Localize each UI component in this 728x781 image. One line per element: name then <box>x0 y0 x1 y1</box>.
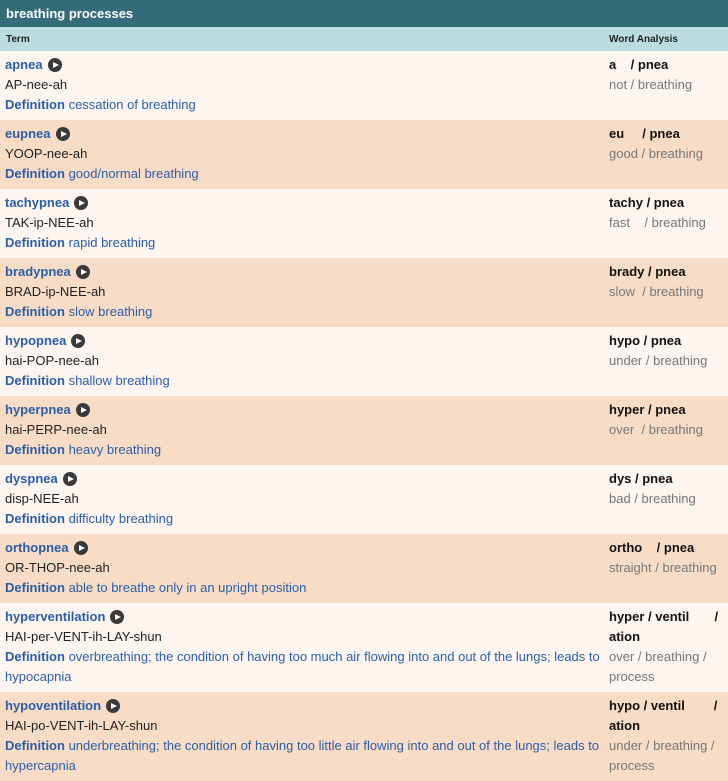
definition <box>5 95 604 115</box>
play-audio-icon[interactable] <box>56 127 70 141</box>
word-analysis-cell <box>604 51 728 120</box>
word-parts: brady / pnea <box>609 264 686 279</box>
definition <box>5 302 604 322</box>
table-row <box>0 51 728 120</box>
definition-label: Definition <box>5 442 65 457</box>
definition <box>5 440 604 460</box>
play-audio-icon[interactable] <box>106 699 120 713</box>
definition <box>5 578 604 598</box>
definition-text: slow breathing <box>68 304 153 319</box>
term-column-header: Term <box>6 33 30 45</box>
table-body <box>0 51 728 781</box>
definition-label: Definition <box>5 235 65 250</box>
play-audio-icon[interactable] <box>74 541 88 555</box>
word-parts: hypo / ventil / ation <box>609 698 721 733</box>
pronunciation: HAI-per-VENT-ih-LAY-shun <box>5 629 162 644</box>
pronunciation: OR-THOP-nee-ah <box>5 560 110 575</box>
term-name: hypoventilation <box>5 698 102 713</box>
definition-label: Definition <box>5 97 65 112</box>
definition-text: rapid breathing <box>68 235 156 250</box>
table-row <box>0 258 728 327</box>
play-audio-icon[interactable] <box>48 58 62 72</box>
pronunciation: HAI-po-VENT-ih-LAY-shun <box>5 718 158 733</box>
term-name: hyperpnea <box>5 402 71 417</box>
definition-text: shallow breathing <box>68 373 170 388</box>
definition-text: heavy breathing <box>68 442 162 457</box>
definition <box>5 647 604 687</box>
table-header <box>0 27 728 51</box>
term-name: dyspnea <box>5 471 58 486</box>
definition-label: Definition <box>5 373 65 388</box>
play-audio-icon[interactable] <box>63 472 77 486</box>
term-name: hypopnea <box>5 333 67 348</box>
table-row <box>0 603 728 692</box>
term-name: tachypnea <box>5 195 70 210</box>
pronunciation: hai-POP-nee-ah <box>5 353 99 368</box>
table-row <box>0 465 728 534</box>
definition <box>5 509 604 529</box>
definition-label: Definition <box>5 580 65 595</box>
play-audio-icon[interactable] <box>71 334 85 348</box>
definition <box>5 164 604 184</box>
definition-text: overbreathing; the condition of having too much air flowing into and out of the lungs; leads to hypocapnia <box>5 649 600 684</box>
definition-text: underbreathing; the condition of having too little air flowing into and out of the lungs; leads to hypercapnia <box>5 738 600 773</box>
definition-text: difficulty breathing <box>68 511 174 526</box>
play-audio-icon[interactable] <box>74 196 88 210</box>
word-analysis-cell <box>604 258 728 327</box>
play-audio-icon[interactable] <box>76 403 90 417</box>
word-parts: a / pnea <box>609 57 669 72</box>
word-parts: dys / pnea <box>609 471 673 486</box>
term-cell <box>0 189 604 258</box>
word-part-meanings: under / breathing / process <box>609 738 719 773</box>
play-audio-icon[interactable] <box>110 610 124 624</box>
pronunciation: AP-nee-ah <box>5 77 68 92</box>
pronunciation: YOOP-nee-ah <box>5 146 88 161</box>
term-cell <box>0 327 604 396</box>
word-part-meanings: straight / breathing <box>609 560 717 575</box>
word-part-meanings: over / breathing <box>609 422 703 437</box>
term-cell <box>0 465 604 534</box>
word-parts: hyper / pnea <box>609 402 686 417</box>
term-name: bradypnea <box>5 264 71 279</box>
table-row <box>0 692 728 781</box>
definition-text: cessation of breathing <box>68 97 196 112</box>
word-part-meanings: not / breathing <box>609 77 693 92</box>
definition-text: able to breathe only in an upright position <box>68 580 307 595</box>
term-name: orthopnea <box>5 540 69 555</box>
word-part-meanings: fast / breathing <box>609 215 706 230</box>
word-parts: eu / pnea <box>609 126 680 141</box>
word-analysis-cell <box>604 120 728 189</box>
word-part-meanings: under / breathing <box>609 353 708 368</box>
term-cell <box>0 396 604 465</box>
word-analysis-column-header: Word Analysis <box>609 33 678 45</box>
word-part-meanings: bad / breathing <box>609 491 696 506</box>
definition-label: Definition <box>5 738 65 753</box>
term-cell <box>0 692 604 781</box>
definition <box>5 371 604 391</box>
word-analysis-cell <box>604 534 728 603</box>
word-part-meanings: good / breathing <box>609 146 703 161</box>
word-analysis-cell <box>604 692 728 781</box>
word-part-meanings: slow / breathing <box>609 284 704 299</box>
word-analysis-cell <box>604 189 728 258</box>
pronunciation: hai-PERP-nee-ah <box>5 422 107 437</box>
word-part-meanings: over / breathing / process <box>609 649 711 684</box>
definition <box>5 233 604 253</box>
term-name: hyperventilation <box>5 609 106 624</box>
definition-label: Definition <box>5 511 65 526</box>
word-analysis-cell <box>604 465 728 534</box>
word-analysis-cell <box>604 603 728 692</box>
word-parts: hypo / pnea <box>609 333 682 348</box>
word-analysis-cell <box>604 327 728 396</box>
table-row <box>0 396 728 465</box>
definition-label: Definition <box>5 304 65 319</box>
table-row <box>0 189 728 258</box>
word-analysis-cell <box>604 396 728 465</box>
word-parts: tachy / pnea <box>609 195 685 210</box>
definition-label: Definition <box>5 649 65 664</box>
table-row <box>0 534 728 603</box>
word-parts: ortho / pnea <box>609 540 695 555</box>
definition-text: good/normal breathing <box>68 166 199 181</box>
term-cell <box>0 534 604 603</box>
pronunciation: TAK-ip-NEE-ah <box>5 215 94 230</box>
term-name: apnea <box>5 57 43 72</box>
term-cell <box>0 51 604 120</box>
term-name: eupnea <box>5 126 51 141</box>
definition-label: Definition <box>5 166 65 181</box>
word-parts: hyper / ventil / ation <box>609 609 722 644</box>
definition <box>5 736 604 776</box>
term-cell <box>0 258 604 327</box>
table-row <box>0 327 728 396</box>
pronunciation: BRAD-ip-NEE-ah <box>5 284 106 299</box>
table-row <box>0 120 728 189</box>
play-audio-icon[interactable] <box>76 265 90 279</box>
pronunciation: disp-NEE-ah <box>5 491 79 506</box>
table-title: breathing processes <box>0 0 728 27</box>
term-cell <box>0 603 604 692</box>
term-cell <box>0 120 604 189</box>
